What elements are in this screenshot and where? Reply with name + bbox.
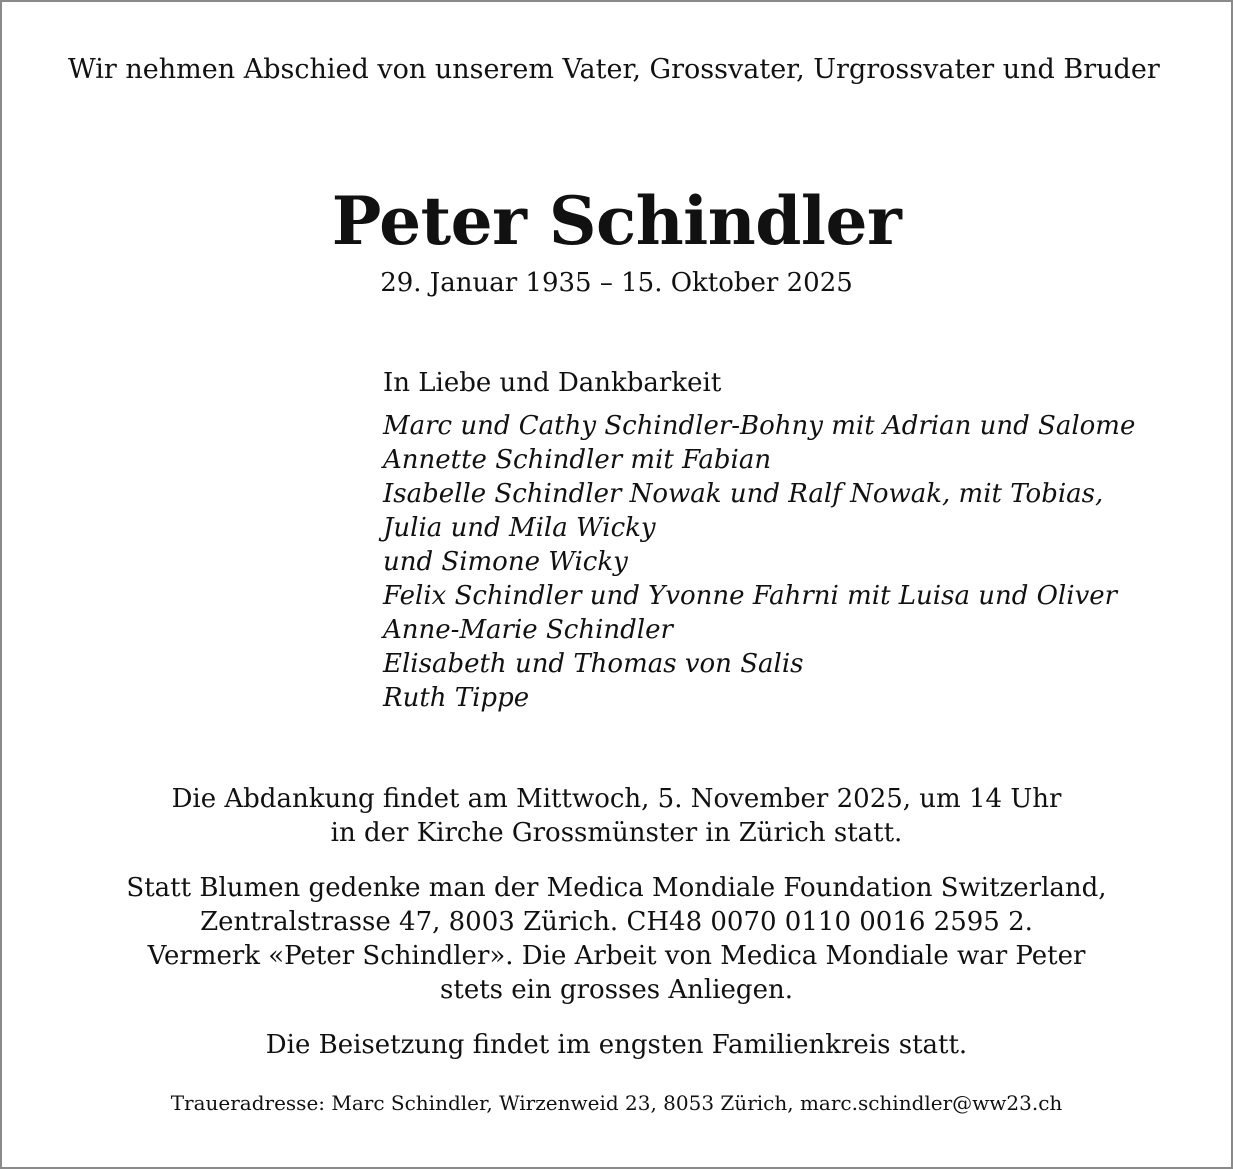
donation-line: stets ein grosses Anliegen. (440, 975, 793, 1005)
donation-notice (60, 871, 1173, 1007)
mourner-line: Isabelle Schindler Nowak und Ralf Nowak, mit Tobias, (383, 479, 1104, 509)
mourner-line: Ruth Tippe (383, 683, 530, 713)
mourner-line: Marc und Cathy Schindler-Bohny mit Adrian und Salome (383, 411, 1136, 441)
mourner-line: Julia und Mila Wicky (383, 513, 656, 543)
donation-line: Statt Blumen gedenke man der Medica Mondiale Foundation Switzerland, (126, 873, 1107, 903)
mourner-line: Anne-Marie Schindler (383, 615, 673, 645)
intro-text: Wir nehmen Abschied von unserem Vater, Grossvater, Urgrossvater und Bruder (68, 54, 1160, 85)
mourner-line: Elisabeth und Thomas von Salis (383, 649, 804, 679)
ceremony-line: Die Abdankung findet am Mittwoch, 5. November 2025, um 14 Uhr (171, 784, 1062, 814)
donation-line: Zentralstrasse 47, 8003 Zürich. CH48 0070 0110 0016 2595 2. (200, 907, 1033, 937)
mourner-line: und Simone Wicky (383, 547, 628, 577)
mourner-line: Annette Schindler mit Fabian (383, 445, 772, 475)
ceremony-line: in der Kirche Grossmünster in Zürich statt. (330, 818, 903, 848)
donation-line: Vermerk «Peter Schindler». Die Arbeit von Medica Mondiale war Peter (147, 941, 1086, 971)
mourners-heading: In Liebe und Dankbarkeit (383, 368, 722, 398)
life-dates: 29. Januar 1935 – 15. Oktober 2025 (380, 268, 853, 298)
mourning-address: Traueradresse: Marc Schindler, Wirzenweid 23, 8053 Zürich, marc.schindler@ww23.ch (170, 1091, 1063, 1115)
ceremony-notice (60, 782, 1173, 850)
mourners-section (383, 366, 1203, 715)
mourners-list (383, 409, 1203, 715)
deceased-name: Peter Schindler (331, 182, 902, 260)
mourner-line: Felix Schindler und Yvonne Fahrni mit Luisa und Oliver (383, 581, 1118, 611)
burial-notice: Die Beisetzung findet im engsten Familienkreis statt. (265, 1030, 968, 1060)
